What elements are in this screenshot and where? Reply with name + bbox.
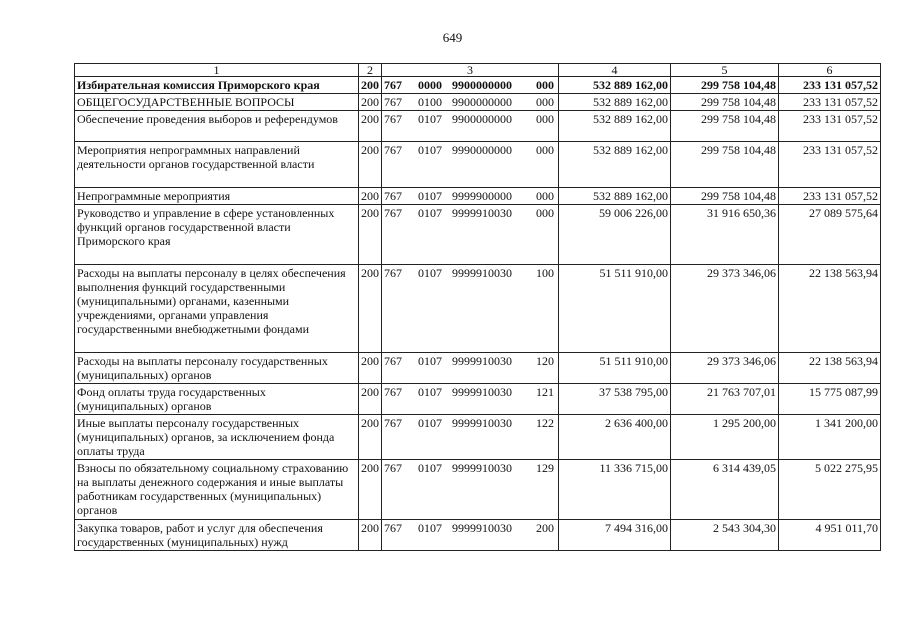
row-col4-cell: 532 889 162,00 (559, 188, 671, 205)
row-col5-cell: 299 758 104,48 (671, 94, 779, 111)
expense-type-code: 120 (536, 354, 554, 368)
table-row (75, 142, 881, 188)
subsection-code: 0107 (418, 189, 442, 203)
subsection-code: 0107 (418, 266, 442, 280)
row-codes-cell (382, 77, 559, 94)
expense-type-code: 000 (536, 189, 554, 203)
header-row (75, 64, 881, 77)
section-code: 767 (384, 78, 402, 92)
row-gr-cell: 200 (359, 142, 382, 188)
target-code: 9999910030 (452, 354, 512, 368)
row-gr-cell: 200 (359, 460, 382, 520)
row-gr-cell: 200 (359, 205, 382, 265)
row-gr-cell: 200 (359, 353, 382, 384)
row-col6-cell: 22 138 563,94 (779, 265, 881, 353)
row-col4-cell: 37 538 795,00 (559, 384, 671, 415)
row-col4-cell: 7 494 316,00 (559, 520, 671, 551)
table-row (75, 205, 881, 265)
section-code: 767 (384, 189, 402, 203)
row-gr-cell: 200 (359, 415, 382, 460)
section-code: 767 (384, 461, 402, 475)
row-col4-cell: 532 889 162,00 (559, 94, 671, 111)
row-col6-cell: 4 951 011,70 (779, 520, 881, 551)
row-gr-cell: 200 (359, 94, 382, 111)
row-col5-cell: 1 295 200,00 (671, 415, 779, 460)
expense-type-code: 121 (536, 385, 554, 399)
target-code: 9900000000 (452, 78, 512, 92)
row-col5-cell: 299 758 104,48 (671, 188, 779, 205)
subsection-code: 0100 (418, 95, 442, 109)
row-col4-cell: 2 636 400,00 (559, 415, 671, 460)
table-row (75, 460, 881, 520)
section-code: 767 (384, 95, 402, 109)
row-codes-cell (382, 111, 559, 142)
target-code: 9999910030 (452, 385, 512, 399)
row-col5-cell: 31 916 650,36 (671, 205, 779, 265)
row-gr-cell: 200 (359, 384, 382, 415)
section-code: 767 (384, 385, 402, 399)
row-name-cell: Расходы на выплаты персоналу в целях обеспечения выполнения функций государственными (муниципальными) органами, казенными учреждениями, органами управления государственными внебюджетными фондами (75, 265, 359, 353)
row-col4-cell: 532 889 162,00 (559, 77, 671, 94)
table-row (75, 265, 881, 353)
row-col6-cell: 15 775 087,99 (779, 384, 881, 415)
row-col5-cell: 299 758 104,48 (671, 142, 779, 188)
expense-type-code: 000 (536, 95, 554, 109)
row-codes-cell (382, 188, 559, 205)
row-col4-cell: 532 889 162,00 (559, 142, 671, 188)
subsection-code: 0107 (418, 112, 442, 126)
header-cell-4: 4 (559, 64, 671, 77)
row-codes-cell (382, 415, 559, 460)
row-codes-cell (382, 460, 559, 520)
row-codes-cell (382, 205, 559, 265)
target-code: 9999910030 (452, 416, 512, 430)
row-col6-cell: 233 131 057,52 (779, 94, 881, 111)
table-row (75, 415, 881, 460)
subsection-code: 0107 (418, 521, 442, 535)
table-row (75, 520, 881, 551)
row-col6-cell: 233 131 057,52 (779, 111, 881, 142)
subsection-code: 0107 (418, 461, 442, 475)
row-name-cell: Взносы по обязательному социальному страхованию на выплаты денежного содержания и иные выплаты работникам государственных (муниципальных) органов (75, 460, 359, 520)
expense-type-code: 000 (536, 206, 554, 220)
subsection-code: 0107 (418, 385, 442, 399)
row-col6-cell: 233 131 057,52 (779, 188, 881, 205)
row-name-cell: ОБЩЕГОСУДАРСТВЕННЫЕ ВОПРОСЫ (75, 94, 359, 111)
row-col5-cell: 2 543 304,30 (671, 520, 779, 551)
row-col4-cell: 59 006 226,00 (559, 205, 671, 265)
row-name-cell: Закупка товаров, работ и услуг для обеспечения государственных (муниципальных) нужд (75, 520, 359, 551)
subsection-code: 0000 (418, 78, 442, 92)
target-code: 9999910030 (452, 266, 512, 280)
header-cell-1: 1 (75, 64, 359, 77)
row-name-cell: Непрограммные мероприятия (75, 188, 359, 205)
row-col5-cell: 6 314 439,05 (671, 460, 779, 520)
row-col6-cell: 1 341 200,00 (779, 415, 881, 460)
row-col4-cell: 532 889 162,00 (559, 111, 671, 142)
row-col6-cell: 5 022 275,95 (779, 460, 881, 520)
header-cell-2: 2 (359, 64, 382, 77)
section-code: 767 (384, 266, 402, 280)
expense-type-code: 129 (536, 461, 554, 475)
section-code: 767 (384, 112, 402, 126)
expense-type-code: 000 (536, 112, 554, 126)
page-number: 649 (442, 30, 463, 45)
expense-type-code: 100 (536, 266, 554, 280)
row-col6-cell: 22 138 563,94 (779, 353, 881, 384)
subsection-code: 0107 (418, 416, 442, 430)
row-codes-cell (382, 142, 559, 188)
expense-type-code: 000 (536, 78, 554, 92)
row-codes-cell (382, 520, 559, 551)
row-gr-cell: 200 (359, 111, 382, 142)
budget-table (74, 63, 881, 551)
target-code: 9900000000 (452, 112, 512, 126)
section-code: 767 (384, 143, 402, 157)
row-col6-cell: 233 131 057,52 (779, 142, 881, 188)
subsection-code: 0107 (418, 143, 442, 157)
target-code: 9999910030 (452, 206, 512, 220)
table-body (75, 64, 881, 551)
row-col5-cell: 29 373 346,06 (671, 353, 779, 384)
table-row (75, 353, 881, 384)
subsection-code: 0107 (418, 354, 442, 368)
row-name-cell: Избирательная комиссия Приморского края (75, 77, 359, 94)
row-col4-cell: 51 511 910,00 (559, 353, 671, 384)
section-code: 767 (384, 521, 402, 535)
target-code: 9990000000 (452, 143, 512, 157)
section-code: 767 (384, 206, 402, 220)
row-codes-cell (382, 265, 559, 353)
row-name-cell: Расходы на выплаты персоналу государственных (муниципальных) органов (75, 353, 359, 384)
row-col5-cell: 299 758 104,48 (671, 77, 779, 94)
row-col6-cell: 233 131 057,52 (779, 77, 881, 94)
row-col6-cell: 27 089 575,64 (779, 205, 881, 265)
target-code: 9900000000 (452, 95, 512, 109)
section-code: 767 (384, 354, 402, 368)
expense-type-code: 200 (536, 521, 554, 535)
row-name-cell: Мероприятия непрограммных направлений деятельности органов государственной власти (75, 142, 359, 188)
row-name-cell: Фонд оплаты труда государственных (муниципальных) органов (75, 384, 359, 415)
section-code: 767 (384, 416, 402, 430)
table-row (75, 77, 881, 94)
row-col5-cell: 29 373 346,06 (671, 265, 779, 353)
row-name-cell: Руководство и управление в сфере установленных функций органов государственной власти Приморского края (75, 205, 359, 265)
target-code: 9999910030 (452, 521, 512, 535)
header-cell-5: 5 (671, 64, 779, 77)
table-row (75, 94, 881, 111)
header-cell-6: 6 (779, 64, 881, 77)
row-codes-cell (382, 94, 559, 111)
row-col5-cell: 21 763 707,01 (671, 384, 779, 415)
row-name-cell: Обеспечение проведения выборов и референдумов (75, 111, 359, 142)
table-row (75, 384, 881, 415)
row-gr-cell: 200 (359, 265, 382, 353)
table-row (75, 188, 881, 205)
header-cell-3: 3 (382, 64, 559, 77)
expense-type-code: 122 (536, 416, 554, 430)
expense-type-code: 000 (536, 143, 554, 157)
row-gr-cell: 200 (359, 520, 382, 551)
target-code: 9999910030 (452, 461, 512, 475)
row-codes-cell (382, 353, 559, 384)
target-code: 9999900000 (452, 189, 512, 203)
row-codes-cell (382, 384, 559, 415)
row-name-cell: Иные выплаты персоналу государственных (муниципальных) органов, за исключением фонда оплаты труда (75, 415, 359, 460)
subsection-code: 0107 (418, 206, 442, 220)
table-row (75, 111, 881, 142)
row-gr-cell: 200 (359, 188, 382, 205)
row-col4-cell: 51 511 910,00 (559, 265, 671, 353)
row-col4-cell: 11 336 715,00 (559, 460, 671, 520)
row-col5-cell: 299 758 104,48 (671, 111, 779, 142)
row-gr-cell: 200 (359, 77, 382, 94)
